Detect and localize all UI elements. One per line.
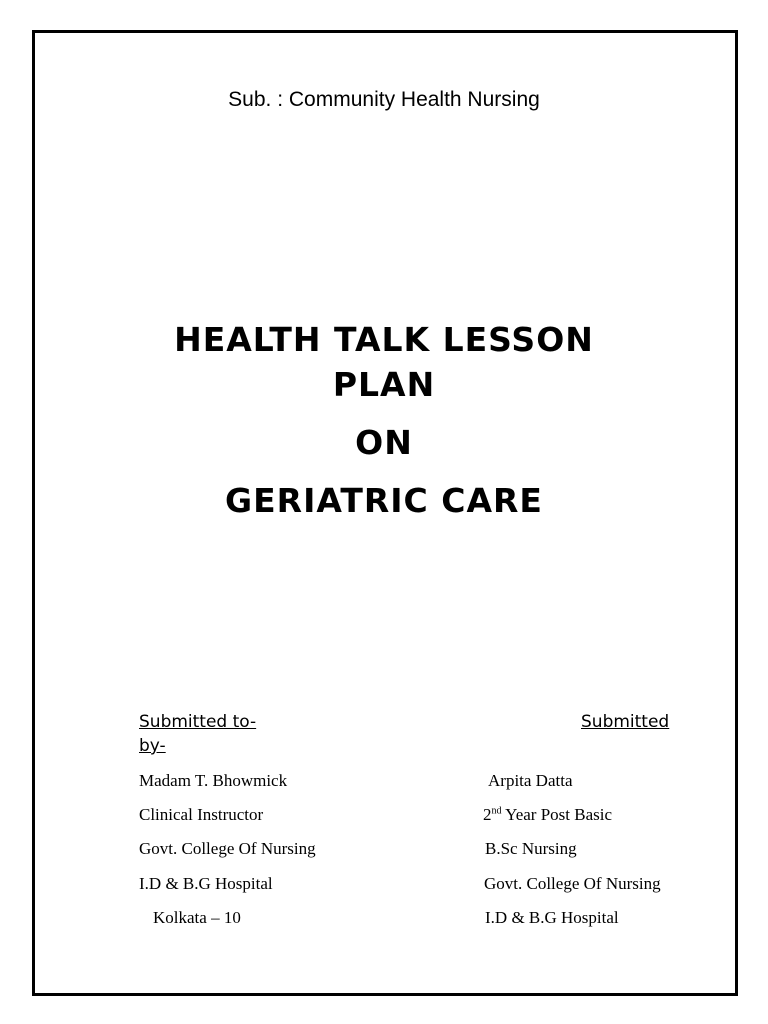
submitted-by-line-1: B.Sc Nursing bbox=[485, 839, 577, 858]
submitted-by-heading: Submitted bbox=[581, 712, 670, 732]
title-line-3: ON bbox=[355, 423, 413, 462]
submitted-to-line-3: Govt. College Of Nursing bbox=[139, 839, 316, 858]
subject-line: Sub. : Community Health Nursing bbox=[228, 88, 540, 111]
title-line-1: HEALTH TALK LESSON bbox=[174, 320, 594, 359]
submitted-by-year bbox=[483, 804, 612, 826]
submitted-to-heading: Submitted to- bbox=[139, 712, 257, 732]
submitted-to-line-1: Madam T. Bhowmick bbox=[139, 771, 288, 790]
submitted-by-line-2: Govt. College Of Nursing bbox=[484, 874, 661, 893]
submitted-by-name: Arpita Datta bbox=[488, 771, 573, 790]
year-rest: Year Post Basic bbox=[501, 805, 613, 824]
submitted-to-line-2: Clinical Instructor bbox=[139, 805, 264, 824]
submitted-by-line-3: I.D & B.G Hospital bbox=[485, 908, 619, 927]
year-number: 2 bbox=[483, 805, 492, 824]
title-line-2: PLAN bbox=[332, 365, 436, 404]
year-ordinal: nd bbox=[491, 805, 502, 817]
submitted-by-heading-wrap: by- bbox=[139, 736, 166, 756]
submitted-to-line-4: I.D & B.G Hospital bbox=[139, 874, 273, 893]
submitted-to-line-5: Kolkata – 10 bbox=[153, 908, 241, 927]
title-line-4: GERIATRIC CARE bbox=[225, 481, 543, 520]
